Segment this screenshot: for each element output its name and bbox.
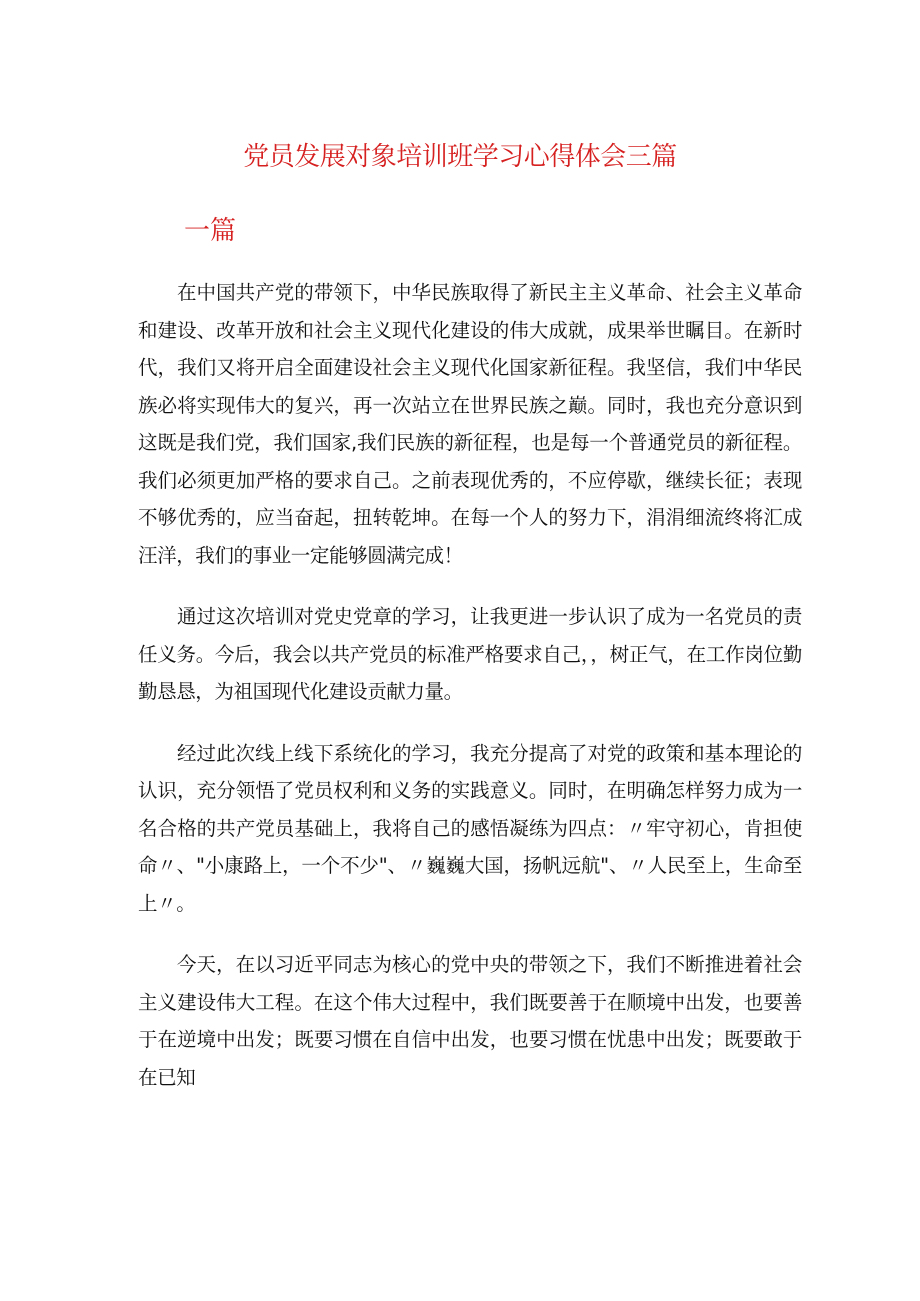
- paragraph-3: 经过此次线上线下系统化的学习，我充分提高了对党的政策和基本理论的认识，充分领悟了党员权利和义务的实践意义。同时，在明确怎样努力成为一名合格的共产党员基础上，我将自己的感悟凝练为四点：〃牢守初心，肯担使命〃、"小康路上，一个不少"、〃巍巍大国，扬帆远航"、〃人民至上，生命至上〃。: [138, 741, 802, 915]
- paragraph-2: 通过这次培训对党史党章的学习，让我更进一步认识了成为一名党员的责任义务。今后，我会以共产党员的标准严格要求自己，，树正气，在工作岗位勤勤恳恳，为祖国现代化建设贡献力量。: [138, 605, 802, 703]
- section-heading: 一篇: [184, 216, 237, 246]
- paragraph-1: 在中国共产党的带领下，中华民族取得了新民主主义革命、社会主义革命和建设、改革开放和社会主义现代化建设的伟大成就，成果举世瞩目。在新时代，我们又将开启全面建设社会主义现代化国家新征程。我坚信，我们中华民族必将实现伟大的复兴，再一次站立在世界民族之巅。同时，我也充分意识到这既是我们党，我们国家,我们民族的新征程，也是每一个普通党员的新征程。我们必须更加严格的要求自己。之前表现优秀的，不应停歇，继续长征；表现不够优秀的，应当奋起，扭转乾坤。在每一个人的努力下，涓涓细流终将汇成汪洋，我们的事业一定能够圆满完成！: [138, 281, 802, 567]
- paragraph-4: 今天，在以习近平同志为核心的党中央的带领之下，我们不断推进着社会主义建设伟大工程。在这个伟大过程中，我们既要善于在顺境中出发，也要善于在逆境中出发；既要习惯在自信中出发，也要习惯在忧患中出发；既要敢于在已知: [138, 953, 802, 1089]
- document-body: [138, 274, 802, 1120]
- document-title: 党员发展对象培训班学习心得体会三篇: [243, 142, 677, 172]
